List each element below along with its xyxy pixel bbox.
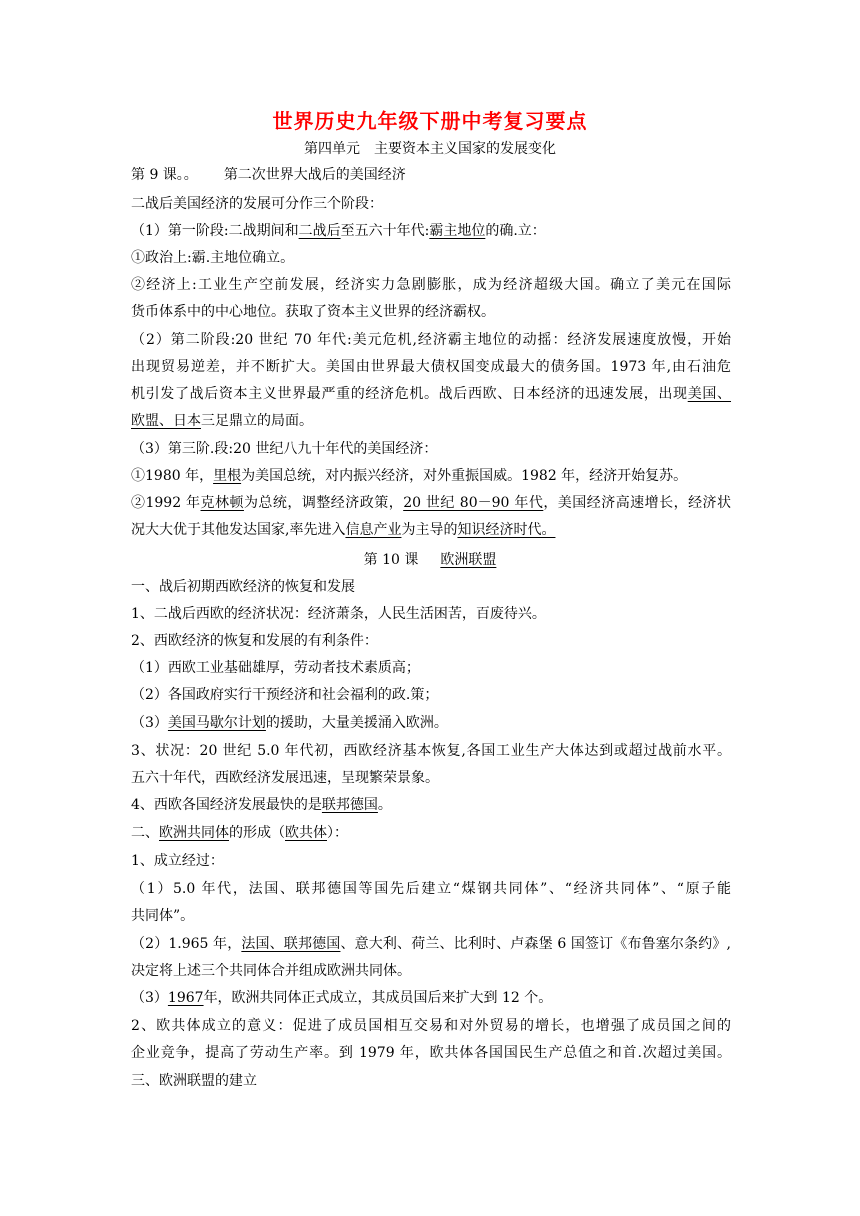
stage2-line2: 出现贸易逆差，并不断扩大。美国由世界最大债权国变成最大的债务国。1973 年,由石油危 [131, 359, 731, 375]
text-run: 的援助，大量美援涌入欧洲。 [265, 715, 448, 731]
section2-heading [131, 823, 731, 843]
underlined-term: 法国、联邦德国 [241, 936, 341, 952]
lesson10-number: 第 10 课 [363, 552, 419, 568]
stage1-point1: ①政治上:霸.主地位确立。 [131, 250, 295, 266]
text-run: （2）1.965 年， [131, 936, 242, 952]
text-run: （1）第一阶段:二战期间和 [131, 223, 299, 239]
section2-point2-line2: 企业竞争，提高了劳动生产率。到 1979 年，欧共体各国国民生产总值之和首.次超过美国。 [131, 1045, 731, 1061]
text-run: 二、 [131, 825, 159, 841]
underlined-term: 信息产业 [345, 522, 402, 538]
lesson9-title: 第二次世界大战后的美国经济 [223, 167, 406, 183]
text-run: 、意大利、荷兰、比利时、卢森堡 6 国签订《布鲁塞尔条约》, [340, 936, 731, 952]
stage3-point2-line2 [131, 520, 731, 540]
underlined-term: 欧洲共同体 [159, 825, 229, 841]
underlined-term: 联邦德国 [321, 797, 378, 813]
section2-point1-item2-line2: 决定将上述三个共同体合并组成欧洲共同体。 [131, 963, 411, 979]
stage3-point2-line1 [131, 493, 731, 513]
stage1-heading [131, 221, 731, 241]
text-run: ①1980 年， [131, 468, 214, 484]
text-run: （3） [131, 990, 168, 1006]
text-run: 况大大优于其他发达国家,率先进入 [131, 522, 346, 538]
stage2-line1: （2）第二阶段:20 世纪 70 年代:美元危机,经济霸主地位的动摇：经济发展速度放慢，开始 [131, 332, 731, 348]
section2-point1-item3 [131, 988, 731, 1008]
section1-point1: 1、二战后西欧的经济状况：经济萧条，人民生活困苦，百废待兴。 [131, 606, 546, 622]
lesson9-number: 第 9 课。。 [131, 167, 198, 183]
section2-point1-item2-line1 [131, 934, 731, 954]
section1-heading: 一、战后初期西欧经济的恢复和发展 [131, 579, 355, 595]
section2-point1-item1-line1: （1）5.0 年代，法国、联邦德国等国先后建立“煤钢共同体”、“经济共同体”、“原子能 [131, 881, 731, 897]
section1-point2-item2: （2）各国政府实行干预经济和社会福利的政.策； [131, 687, 439, 703]
text-run: 三足鼎立的局面。 [201, 413, 313, 429]
text-run: 为美国总统，对内振兴经济，对外重振国威。1982 年，经济开始复苏。 [241, 468, 688, 484]
underlined-term: 20 世纪 80－90 年代 [403, 495, 544, 511]
stage3-point1 [131, 466, 731, 486]
stage1-point2-line1: ②经济上:工业生产空前发展，经济实力急剧膨胀，成为经济超级大国。确立了美元在国际 [131, 277, 731, 293]
stage2-line4 [131, 411, 731, 431]
stage3-heading: （3）第三阶.段:20 世纪八九十年代的美国经济： [131, 441, 438, 457]
section3-heading: 三、欧洲联盟的建立 [131, 1073, 257, 1089]
section1-point3-line1: 3、状况：20 世纪 5.0 年代初，西欧经济基本恢复,各国工业生产大体达到或超过战前水平。 [131, 743, 731, 759]
section1-point3-line2: 五六十年代，西欧经济发展迅速，呈现繁荣景象。 [131, 770, 439, 786]
lesson10-title: 欧洲联盟 [440, 552, 497, 568]
section2-point1: 1、成立经过： [131, 853, 224, 869]
underlined-term: 知识经济时代。 [457, 522, 556, 538]
text-run: ，美国经济高速增长，经济状 [543, 495, 732, 511]
stage1-point2-line2: 货币体系中的中心地位。获取了资本主义世界的经济霸权。 [131, 304, 495, 320]
text-run: 4、西欧各国经济发展最快的是 [131, 797, 322, 813]
text-run: 的确.立： [485, 223, 546, 239]
text-run: ）： [327, 825, 348, 841]
text-run: 机引发了战后资本主义世界最严重的经济危机。战后西欧、日本经济的迅速发展，出现 [131, 386, 688, 402]
underlined-term: 美国、 [687, 386, 732, 402]
underlined-term: 1967 [167, 990, 204, 1006]
underlined-term: 克林顿 [200, 495, 244, 511]
underlined-term: 二战后 [298, 223, 341, 239]
document-title: 世界历史九年级下册中考复习要点 [272, 109, 588, 133]
underlined-term: 欧盟、日本 [131, 413, 201, 429]
section1-point2-item1: （1）西欧工业基础雄厚，劳动者技术素质高； [131, 660, 420, 676]
lesson9-intro: 二战后美国经济的发展可分作三个阶段： [131, 196, 383, 212]
underlined-term: 霸主地位 [429, 223, 486, 239]
section1-point4 [131, 795, 731, 815]
text-run: ②1992 年 [131, 495, 201, 511]
stage2-line3 [131, 384, 731, 404]
underlined-term: 欧共体 [285, 825, 327, 841]
section1-point2: 2、西欧经济的恢复和发展的有利条件： [131, 633, 378, 649]
section2-point2-line1: 2、欧共体成立的意义：促进了成员国相互交易和对外贸易的增长，也增强了成员国之间的 [131, 1018, 731, 1034]
text-run: 年，欧洲共同体正式成立，其成员国后来扩大到 12 个。 [203, 990, 553, 1006]
underlined-term: 里根 [213, 468, 242, 484]
lesson10-heading [0, 550, 860, 570]
text-run: 为总统，调整经济政策， [243, 495, 404, 511]
text-run: 的形成（ [229, 825, 285, 841]
lesson9-heading [131, 165, 731, 185]
section2-point1-item1-line2: 共同体”。 [131, 908, 195, 924]
unit-heading: 第四单元 主要资本主义国家的发展变化 [304, 141, 556, 157]
text-run: 至五六十年代: [340, 223, 430, 239]
section1-point2-item3 [131, 713, 731, 733]
underlined-term: 美国马歇尔计划 [167, 715, 266, 731]
text-run: （3） [131, 715, 168, 731]
text-run: 为主导的 [401, 522, 458, 538]
text-run: 。 [377, 797, 392, 813]
